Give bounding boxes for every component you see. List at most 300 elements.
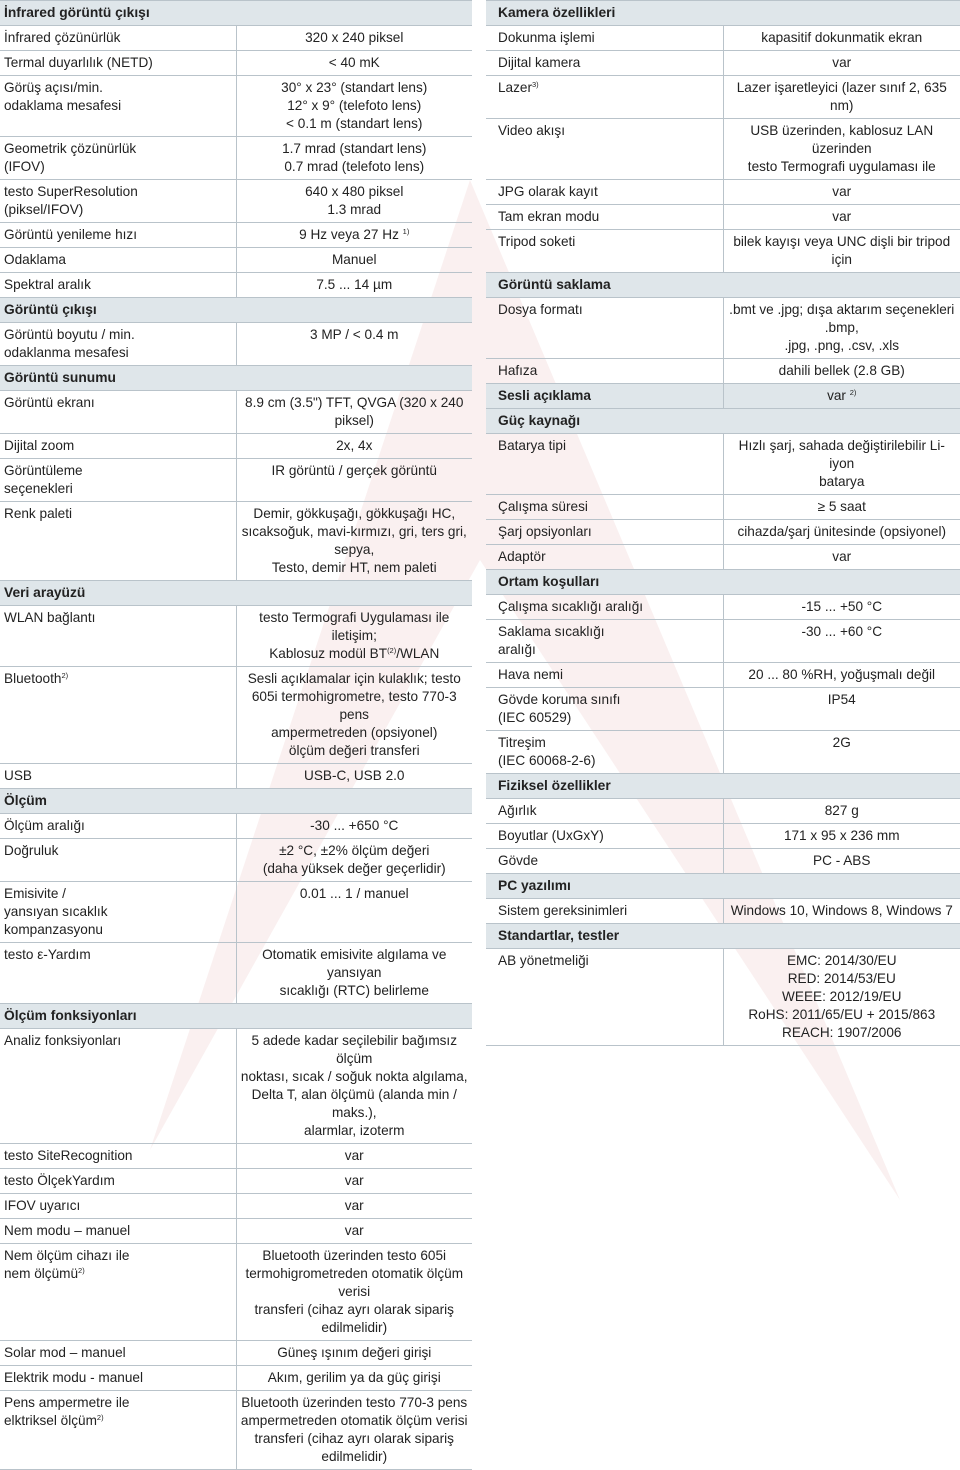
spec-value: var bbox=[832, 55, 852, 70]
spec-row-lazer bbox=[486, 76, 960, 119]
spec-value-cell bbox=[723, 688, 960, 731]
spec-value: kapasitif dokunmatik ekran bbox=[761, 30, 923, 45]
spec-row-saklama-sicakligi-araligi bbox=[486, 620, 960, 663]
section-title: Güç kaynağı bbox=[486, 409, 960, 434]
spec-row-sarj-opsiyonlari bbox=[486, 520, 960, 545]
spec-label: Analiz fonksiyonları bbox=[4, 1033, 122, 1048]
spec-label: Çalışma sıcaklığı aralığı bbox=[498, 599, 644, 614]
spec-value-cell bbox=[236, 248, 472, 273]
spec-value: var bbox=[832, 549, 852, 564]
spec-table-left-column bbox=[0, 0, 472, 1470]
spec-label-cell bbox=[0, 839, 236, 882]
spec-table-right bbox=[486, 0, 960, 1046]
spec-label: Ölçüm aralığı bbox=[4, 818, 85, 833]
spec-row-goruntu-boyutu-min-odaklanma-mesafesi bbox=[0, 323, 472, 366]
spec-value: 0.01 ... 1 / manuel bbox=[299, 886, 409, 901]
spec-value: USB üzerinden, kablosuz LAN üzerinden testo Termografi uygulaması ile bbox=[747, 123, 936, 174]
spec-value: EMC: 2014/30/EU RED: 2014/53/EU WEEE: 2012/19/EU RoHS: 2011/65/EU + 2015/863 REACH: 1907/2006 bbox=[748, 953, 936, 1040]
spec-row-hava-nemi bbox=[486, 663, 960, 688]
spec-label-cell bbox=[0, 1244, 236, 1341]
spec-value: var bbox=[827, 388, 846, 403]
spec-row-termal-duyarlilik-netd bbox=[0, 51, 472, 76]
spec-value-cell bbox=[723, 434, 960, 495]
spec-value-cell bbox=[236, 814, 472, 839]
spec-label-cell bbox=[0, 1194, 236, 1219]
spec-value: 20 ... 80 %RH, yoğuşmalı değil bbox=[748, 667, 936, 682]
spec-label-cell bbox=[486, 731, 723, 774]
spec-row-jpg-olarak-kayit bbox=[486, 180, 960, 205]
section-data-interface bbox=[0, 581, 472, 606]
spec-value: -30 ... +60 °C bbox=[801, 624, 883, 639]
spec-row-testo-olcekyardim bbox=[0, 1169, 472, 1194]
spec-label: Pens ampermetre ile elktriksel ölçüm bbox=[4, 1395, 130, 1428]
spec-label: Odaklama bbox=[4, 252, 66, 267]
spec-row-goruntu-ekrani bbox=[0, 391, 472, 434]
section-title: Standartlar, testler bbox=[486, 924, 960, 949]
spec-value-cell bbox=[236, 943, 472, 1004]
spec-label-cell bbox=[0, 248, 236, 273]
spec-value: 1.7 mrad (standart lens) 0.7 mrad (telefoto lens) bbox=[282, 141, 427, 174]
spec-row-nem-olcum-cihazi-ile-nem-olcumu bbox=[0, 1244, 472, 1341]
section-title: İnfrared görüntü çıkışı bbox=[0, 1, 472, 26]
spec-value-cell bbox=[236, 137, 472, 180]
spec-value: 640 x 480 piksel 1.3 mrad bbox=[305, 184, 404, 217]
spec-row-video-akisi bbox=[486, 119, 960, 180]
spec-label-cell bbox=[486, 688, 723, 731]
footnote-marker: 2) bbox=[849, 388, 857, 397]
spec-label-cell bbox=[0, 26, 236, 51]
spec-label-cell bbox=[486, 180, 723, 205]
spec-value-cell bbox=[723, 949, 960, 1046]
spec-label: Dijital zoom bbox=[4, 438, 75, 453]
spec-label-cell bbox=[486, 495, 723, 520]
spec-label: Batarya tipi bbox=[498, 438, 567, 453]
spec-value-cell bbox=[723, 119, 960, 180]
spec-row-hafiza bbox=[486, 359, 960, 384]
spec-label: Doğruluk bbox=[4, 843, 59, 858]
spec-table-right-column bbox=[486, 0, 960, 1046]
spec-label: Ağırlık bbox=[498, 803, 537, 818]
spec-label: Tam ekran modu bbox=[498, 209, 600, 224]
spec-value-cell bbox=[236, 1194, 472, 1219]
spec-label-cell bbox=[486, 434, 723, 495]
spec-value-cell bbox=[236, 223, 472, 248]
spec-value: 2G bbox=[832, 735, 851, 750]
spec-value: Manuel bbox=[331, 252, 377, 267]
footnote-marker: 2) bbox=[96, 1413, 104, 1422]
spec-value-cell bbox=[723, 51, 960, 76]
spec-value-cell bbox=[236, 76, 472, 137]
spec-value-cell bbox=[236, 434, 472, 459]
spec-label-cell bbox=[486, 230, 723, 273]
spec-label: İnfrared çözünürlük bbox=[4, 30, 121, 45]
footnote-marker: (2) bbox=[387, 646, 397, 655]
spec-row-agirlik bbox=[486, 799, 960, 824]
spec-row-dosya-formati bbox=[486, 298, 960, 359]
spec-value: bilek kayışı veya UNC dişli bir tripod için bbox=[733, 234, 951, 267]
section-power-supply bbox=[486, 409, 960, 434]
section-title: Ölçüm bbox=[0, 789, 472, 814]
section-title: Görüntü çıkışı bbox=[0, 298, 472, 323]
spec-row-dokunma-islemi bbox=[486, 26, 960, 51]
spec-value-cell bbox=[723, 595, 960, 620]
spec-label: WLAN bağlantı bbox=[4, 610, 96, 625]
spec-row-tam-ekran-modu bbox=[486, 205, 960, 230]
spec-label: Tripod soketi bbox=[498, 234, 576, 249]
footnote-marker: 2) bbox=[61, 671, 69, 680]
spec-value: var bbox=[344, 1198, 364, 1213]
spec-row-emisivite-yansiyan-sicaklik-kompanzasyon bbox=[0, 882, 472, 943]
section-title: Görüntü sunumu bbox=[0, 366, 472, 391]
footnote-marker: 2) bbox=[78, 1266, 85, 1275]
spec-label-cell bbox=[486, 26, 723, 51]
spec-value-cell bbox=[236, 1144, 472, 1169]
spec-label: Elektrik modu - manuel bbox=[4, 1370, 144, 1385]
spec-label-cell bbox=[0, 943, 236, 1004]
spec-label-cell bbox=[0, 323, 236, 366]
spec-label: JPG olarak kayıt bbox=[498, 184, 598, 199]
spec-value: .bmt ve .jpg; dışa aktarım seçenekleri .bmp, .jpg, .png, .csv, .xls bbox=[729, 302, 955, 353]
spec-row-testo-siterecognition bbox=[0, 1144, 472, 1169]
spec-row-goruntu-yenileme-hizi bbox=[0, 223, 472, 248]
spec-value: USB-C, USB 2.0 bbox=[304, 768, 405, 783]
section-standards-tests bbox=[486, 924, 960, 949]
spec-value-cell bbox=[236, 1169, 472, 1194]
spec-value: Bluetooth üzerinden testo 770-3 pens ampermetreden otomatik ölçüm verisi transferi (cihaz ayrı olarak sipariş edilmelidir) bbox=[240, 1395, 468, 1464]
spec-value-cell bbox=[723, 663, 960, 688]
section-title: PC yazılımı bbox=[486, 874, 960, 899]
spec-label: Dosya formatı bbox=[498, 302, 583, 317]
spec-value: var bbox=[344, 1148, 364, 1163]
spec-value-cell bbox=[723, 495, 960, 520]
spec-label-cell bbox=[0, 273, 236, 298]
spec-label-cell bbox=[486, 899, 723, 924]
spec-value-cell bbox=[723, 731, 960, 774]
spec-row-spektral-aralik bbox=[0, 273, 472, 298]
spec-value-line2: Kablosuz modül BT bbox=[269, 646, 388, 661]
spec-row-odaklama bbox=[0, 248, 472, 273]
spec-row-elektrik-modu-manuel bbox=[0, 1366, 472, 1391]
spec-value-cell bbox=[236, 391, 472, 434]
spec-row-infrared-cozunurluk bbox=[0, 26, 472, 51]
spec-label-cell bbox=[486, 663, 723, 688]
section-title: Ortam koşulları bbox=[486, 570, 960, 595]
spec-value-cell bbox=[236, 764, 472, 789]
spec-value: var bbox=[344, 1223, 364, 1238]
spec-value: Demir, gökkuşağı, gökkuşağı HC, sıcaksoğuk, mavi-kırmızı, gri, ters gri, sepya, Testo, demir HT, nem paleti bbox=[241, 506, 467, 575]
section-measurement bbox=[0, 789, 472, 814]
spec-value-cell bbox=[723, 849, 960, 874]
spec-label-cell bbox=[486, 76, 723, 119]
spec-value-cell bbox=[236, 273, 472, 298]
spec-label-cell bbox=[0, 1144, 236, 1169]
spec-row-renk-paleti bbox=[0, 502, 472, 581]
spec-label: Görüntü boyutu / min. odaklanma mesafesi bbox=[4, 327, 135, 360]
spec-row-govde bbox=[486, 849, 960, 874]
spec-value-cell bbox=[236, 882, 472, 943]
spec-label: Spektral aralık bbox=[4, 277, 91, 292]
spec-value-cell bbox=[236, 1391, 472, 1470]
spec-label: Sesli açıklama bbox=[498, 388, 591, 403]
spec-value-cell bbox=[236, 51, 472, 76]
spec-value: IR görüntü / gerçek görüntü bbox=[271, 463, 437, 478]
spec-label-cell bbox=[0, 1391, 236, 1470]
spec-label: Gövde bbox=[498, 853, 539, 868]
spec-label-cell bbox=[486, 949, 723, 1046]
spec-value-cell bbox=[723, 298, 960, 359]
spec-row-testo-yardim bbox=[0, 943, 472, 1004]
section-camera-features bbox=[486, 1, 960, 26]
footnote-marker: 3) bbox=[532, 80, 539, 89]
spec-label: Dokunma işlemi bbox=[498, 30, 595, 45]
section-title: Veri arayüzü bbox=[0, 581, 472, 606]
spec-label: IFOV uyarıcı bbox=[4, 1198, 81, 1213]
spec-row-govde-koruma-sinifi-iec-60529 bbox=[486, 688, 960, 731]
spec-value-cell bbox=[236, 1341, 472, 1366]
spec-label-cell bbox=[486, 51, 723, 76]
spec-label-cell bbox=[486, 545, 723, 570]
spec-label: testo ÖlçekYardım bbox=[4, 1173, 115, 1188]
spec-value: 30° x 23° (standart lens) 12° x 9° (telefoto lens) < 0.1 m (standart lens) bbox=[281, 80, 428, 131]
spec-label-cell bbox=[486, 298, 723, 359]
spec-value: var bbox=[344, 1173, 364, 1188]
spec-row-calisma-sicakligi-araligi bbox=[486, 595, 960, 620]
spec-row-ifov-uyarici bbox=[0, 1194, 472, 1219]
spec-value: var bbox=[832, 209, 852, 224]
spec-label-cell bbox=[486, 620, 723, 663]
spec-label: Nem ölçüm cihazı ile nem ölçümü bbox=[4, 1248, 130, 1281]
spec-label: Nem modu – manuel bbox=[4, 1223, 131, 1238]
spec-value: -15 ... +50 °C bbox=[801, 599, 883, 614]
spec-value-cell bbox=[236, 1366, 472, 1391]
spec-label: Boyutlar (UxGxY) bbox=[498, 828, 604, 843]
spec-value: Lazer işaretleyici (lazer sınıf 2, 635 nm) bbox=[736, 80, 947, 113]
spec-label: Görüntüleme seçenekleri bbox=[4, 463, 83, 496]
section-ambient-conditions bbox=[486, 570, 960, 595]
section-image-storage bbox=[486, 273, 960, 298]
spec-value: Güneş ışınım değeri girişi bbox=[277, 1345, 432, 1360]
section-title: Fiziksel özellikler bbox=[486, 774, 960, 799]
spec-value: 171 x 95 x 236 mm bbox=[783, 828, 900, 843]
spec-label-cell bbox=[0, 1169, 236, 1194]
spec-label-cell bbox=[486, 119, 723, 180]
spec-value-cell bbox=[236, 1244, 472, 1341]
spec-label: Renk paleti bbox=[4, 506, 73, 521]
spec-value: ≥ 5 saat bbox=[817, 499, 866, 514]
spec-row-tripod-soketi bbox=[486, 230, 960, 273]
spec-row-solar-mod-manuel bbox=[0, 1341, 472, 1366]
spec-label-cell bbox=[0, 1366, 236, 1391]
spec-value-cell bbox=[236, 606, 472, 667]
spec-label-cell bbox=[486, 384, 723, 409]
spec-row-gorus-acisi-min-odaklama-mesafesi bbox=[0, 76, 472, 137]
section-infrared-output bbox=[0, 1, 472, 26]
spec-label: Emisivite / yansıyan sıcaklık kompanzasyonu bbox=[4, 886, 108, 937]
spec-label: Çalışma süresi bbox=[498, 499, 588, 514]
spec-label-cell bbox=[486, 824, 723, 849]
spec-value-cell bbox=[723, 359, 960, 384]
spec-value-cell bbox=[723, 799, 960, 824]
spec-label-cell bbox=[0, 76, 236, 137]
spec-value: 5 adede kadar seçilebilir bağımsız ölçüm noktası, sıcak / soğuk nokta algılama, Delta T, alan ölçümü (alanda min / maks.), alarmlar, izoterm bbox=[240, 1033, 468, 1138]
spec-value: -30 ... +650 °C bbox=[310, 818, 399, 833]
spec-label: testo SiteRecognition bbox=[4, 1148, 133, 1163]
spec-value-cell bbox=[236, 667, 472, 764]
spec-value-cell bbox=[236, 323, 472, 366]
spec-label-cell bbox=[0, 434, 236, 459]
spec-label-cell bbox=[0, 882, 236, 943]
spec-label-cell bbox=[0, 223, 236, 248]
spec-value: dahili bellek (2.8 GB) bbox=[778, 363, 905, 378]
spec-label: Sistem gereksinimleri bbox=[498, 903, 628, 918]
spec-label-cell bbox=[0, 51, 236, 76]
spec-row-dijital-kamera bbox=[486, 51, 960, 76]
spec-label: Görüntü ekranı bbox=[4, 395, 95, 410]
spec-label-cell bbox=[486, 205, 723, 230]
spec-row-boyutlar-uxgxy bbox=[486, 824, 960, 849]
spec-label: testo SuperResolution (piksel/IFOV) bbox=[4, 184, 138, 217]
spec-value-cell bbox=[723, 26, 960, 51]
spec-label-cell bbox=[486, 359, 723, 384]
spec-value-cell bbox=[723, 180, 960, 205]
section-measurement-functions bbox=[0, 1004, 472, 1029]
spec-value-cell bbox=[723, 545, 960, 570]
section-title: Kamera özellikleri bbox=[486, 1, 960, 26]
spec-label: Hafıza bbox=[498, 363, 538, 378]
section-title: Ölçüm fonksiyonları bbox=[0, 1004, 472, 1029]
spec-row-sesli-aciklama bbox=[486, 384, 960, 409]
section-physical-features bbox=[486, 774, 960, 799]
spec-label-cell bbox=[0, 180, 236, 223]
spec-value: Bluetooth üzerinden testo 605i termohigrometreden otomatik ölçüm verisi transferi (cihaz ayrı olarak sipariş edilmelidir) bbox=[245, 1248, 464, 1335]
spec-label-cell bbox=[486, 849, 723, 874]
spec-label-cell bbox=[0, 606, 236, 667]
spec-row-wlan-baglanti bbox=[0, 606, 472, 667]
spec-value-cell bbox=[236, 1219, 472, 1244]
spec-value: 7.5 ... 14 µm bbox=[316, 277, 393, 292]
spec-label-cell bbox=[0, 764, 236, 789]
spec-value-cell bbox=[723, 384, 960, 409]
spec-row-titresim-iec-60068-2-6 bbox=[486, 731, 960, 774]
spec-label: Şarj opsiyonları bbox=[498, 524, 592, 539]
spec-label-cell bbox=[0, 1029, 236, 1144]
spec-value: var bbox=[832, 184, 852, 199]
section-pc-software bbox=[486, 874, 960, 899]
spec-value: Sesli açıklamalar için kulaklık; testo 605i termohigrometre, testo 770-3 pens ampermetreden (opsiyonel) ölçüm değeri transferi bbox=[247, 671, 461, 758]
spec-label: Solar mod – manuel bbox=[4, 1345, 126, 1360]
spec-value-cell bbox=[723, 824, 960, 849]
section-image-output bbox=[0, 298, 472, 323]
spec-row-olcum-araligi bbox=[0, 814, 472, 839]
spec-value-cell bbox=[236, 1029, 472, 1144]
spec-label: Titreşim (IEC 60068-2-6) bbox=[498, 735, 596, 768]
spec-label-cell bbox=[0, 1341, 236, 1366]
spec-row-testo-superresolution-piksel-ifov bbox=[0, 180, 472, 223]
spec-label-cell bbox=[0, 137, 236, 180]
spec-row-dijital-zoom bbox=[0, 434, 472, 459]
spec-value: Akım, gerilim ya da güç girişi bbox=[267, 1370, 441, 1385]
spec-value: IP54 bbox=[827, 692, 856, 707]
spec-value-cell bbox=[723, 230, 960, 273]
spec-value: 9 Hz veya 27 Hz bbox=[299, 227, 399, 242]
spec-label: Adaptör bbox=[498, 549, 546, 564]
spec-value: < 40 mK bbox=[328, 55, 380, 70]
spec-value: Otomatik emisivite algılama ve yansıyan sıcaklığı (RTC) belirleme bbox=[262, 947, 447, 998]
spec-row-sistem-gereksinimleri bbox=[486, 899, 960, 924]
spec-label-cell bbox=[0, 459, 236, 502]
spec-value: PC - ABS bbox=[813, 853, 871, 868]
spec-label: Bluetooth bbox=[4, 671, 62, 686]
spec-label: Hava nemi bbox=[498, 667, 563, 682]
spec-row-nem-modu-manuel bbox=[0, 1219, 472, 1244]
spec-label-cell bbox=[0, 1219, 236, 1244]
spec-label: Görüş açısı/min. odaklama mesafesi bbox=[4, 80, 122, 113]
spec-value: 8.9 cm (3.5") TFT, QVGA (320 x 240 piksel) bbox=[245, 395, 464, 428]
spec-label-cell bbox=[486, 595, 723, 620]
spec-label: Dijital kamera bbox=[498, 55, 581, 70]
spec-value: ±2 °C, ±2% ölçüm değeri (daha yüksek değer geçerlidir) bbox=[262, 843, 446, 876]
spec-value-line2-end: /WLAN bbox=[396, 646, 440, 661]
spec-label: Saklama sıcaklığı aralığı bbox=[498, 624, 605, 657]
spec-value-cell bbox=[236, 839, 472, 882]
spec-value: 320 x 240 piksel bbox=[305, 30, 404, 45]
spec-row-pens-ampermetre-ile-elktriksel-olcum bbox=[0, 1391, 472, 1470]
spec-value-cell bbox=[236, 26, 472, 51]
spec-row-geometrik-cozunurluk-ifov bbox=[0, 137, 472, 180]
spec-table-left bbox=[0, 0, 472, 1470]
spec-row-dogruluk bbox=[0, 839, 472, 882]
spec-value: 2x, 4x bbox=[336, 438, 373, 453]
spec-label: USB bbox=[4, 768, 32, 783]
spec-label: AB yönetmeliği bbox=[498, 953, 589, 968]
spec-label-cell bbox=[486, 520, 723, 545]
spec-row-bluetooth bbox=[0, 667, 472, 764]
spec-row-ab-yonetmeligi bbox=[486, 949, 960, 1046]
spec-row-batarya-tipi bbox=[486, 434, 960, 495]
spec-row-calisma-suresi bbox=[486, 495, 960, 520]
section-title: Görüntü saklama bbox=[486, 273, 960, 298]
spec-label-cell bbox=[0, 502, 236, 581]
spec-value: Windows 10, Windows 8, Windows 7 bbox=[730, 903, 953, 918]
spec-value-cell bbox=[723, 899, 960, 924]
spec-value-cell bbox=[723, 76, 960, 119]
spec-label: testo ε-Yardım bbox=[4, 947, 91, 962]
spec-value-cell bbox=[236, 502, 472, 581]
spec-label: Video akışı bbox=[498, 123, 566, 138]
spec-value-cell bbox=[723, 620, 960, 663]
spec-row-goruntuleme-secenekleri bbox=[0, 459, 472, 502]
spec-label: Geometrik çözünürlük (IFOV) bbox=[4, 141, 137, 174]
spec-value-cell bbox=[236, 459, 472, 502]
spec-value-cell bbox=[723, 205, 960, 230]
spec-label: Termal duyarlılık (NETD) bbox=[4, 55, 153, 70]
spec-value: Hızlı şarj, sahada değiştirilebilir Li-iyon batarya bbox=[738, 438, 945, 489]
footnote-marker: 1) bbox=[402, 227, 410, 236]
spec-label-cell bbox=[0, 667, 236, 764]
spec-value: testo Termografi Uygulaması ile iletişim; bbox=[259, 610, 450, 643]
section-image-presentation bbox=[0, 366, 472, 391]
spec-value: cihazda/şarj ünitesinde (opsiyonel) bbox=[737, 524, 947, 539]
spec-label: Görüntü yenileme hızı bbox=[4, 227, 137, 242]
spec-value-cell bbox=[723, 520, 960, 545]
spec-row-adaptor bbox=[486, 545, 960, 570]
spec-value: 827 g bbox=[824, 803, 859, 818]
spec-row-analiz-fonksiyonlari bbox=[0, 1029, 472, 1144]
spec-label-cell bbox=[0, 391, 236, 434]
spec-value-cell bbox=[236, 180, 472, 223]
spec-label-cell bbox=[0, 814, 236, 839]
spec-value: 3 MP / < 0.4 m bbox=[309, 327, 399, 342]
